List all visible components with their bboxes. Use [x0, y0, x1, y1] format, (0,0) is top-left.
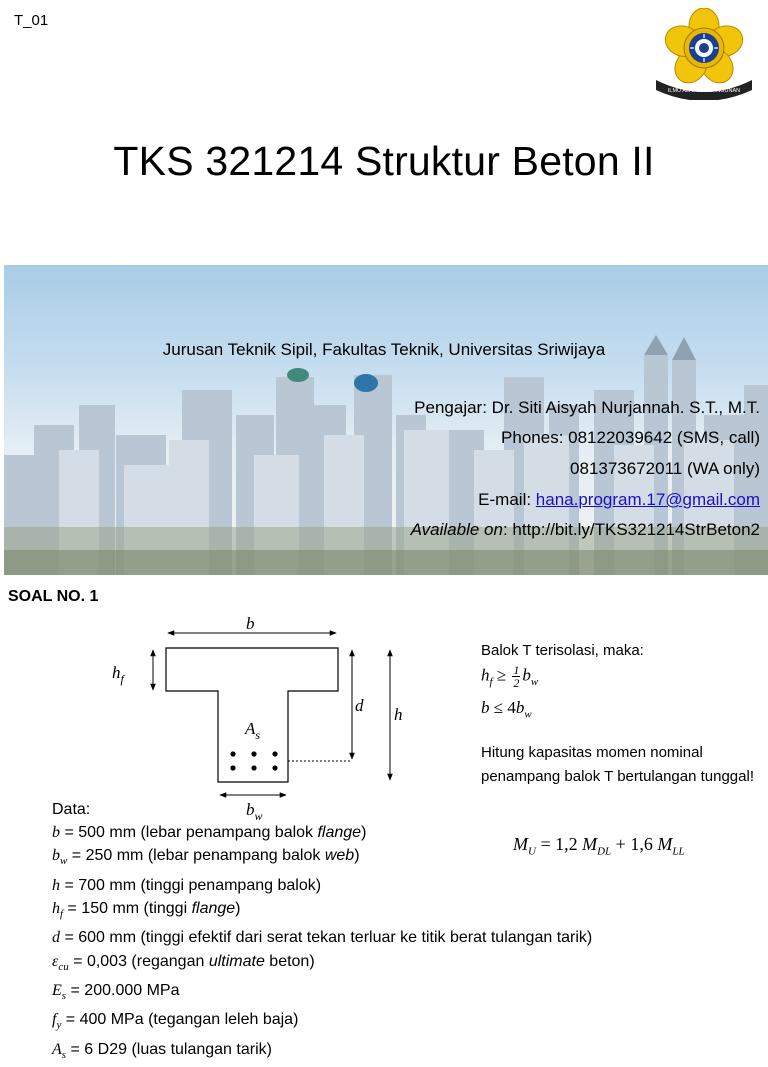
data-heading: Data: [52, 801, 91, 818]
data-description: = 6 D29 (luas tulangan tarik) [66, 1040, 272, 1058]
data-emphasis: flange [191, 900, 236, 917]
data-description: = 400 MPa (tegangan leleh baja) [61, 1011, 299, 1029]
available-url: : http://bit.ly/TKS321214StrBeton2 [502, 520, 760, 539]
email-label: E-mail: [478, 490, 536, 509]
data-description: = 250 mm (lebar penampang balok [67, 847, 325, 865]
department-text: Jurusan Teknik Sipil, Fakultas Teknik, Universitas Sriwijaya [162, 340, 606, 359]
data-symbol-subscript: s [61, 1048, 67, 1061]
formula-b: $b \le 4b_w$ [481, 698, 532, 721]
data-symbol-subscript: w [60, 855, 68, 868]
label-hf: $h_f$ [112, 663, 124, 686]
data-description: = 0,003 (regangan [68, 952, 209, 970]
data-description-tail: ) [354, 847, 360, 865]
data-emphasis: web [324, 847, 355, 865]
data-row [52, 979, 592, 1008]
fraction-half: $\frac{1}{2}$ [513, 663, 520, 690]
data-symbol: f [52, 1011, 57, 1029]
lecturer-info: Pengajar: Dr. Siti Aisyah Nurjannah. S.T., M.T. [414, 398, 760, 417]
data-symbol: b [52, 824, 60, 842]
data-row [52, 926, 592, 949]
email-line [478, 490, 760, 510]
data-description-tail: ) [235, 900, 241, 917]
label-as: $A_s$ [245, 719, 261, 742]
data-symbol: d [52, 929, 60, 947]
data-row [52, 821, 592, 844]
task-text: Hitung kapasitas momen nominal penampang balok T bertulangan tunggal! [481, 744, 754, 785]
email-link[interactable]: hana.program.17@gmail.com [535, 490, 760, 509]
logo-emblem-icon [652, 8, 756, 100]
data-symbol: h [52, 900, 60, 917]
label-bw: $b_w$ [246, 800, 263, 823]
data-row [52, 897, 592, 926]
data-description-tail: ) [361, 824, 367, 842]
data-description: = 200.000 MPa [66, 981, 180, 999]
data-list [52, 798, 592, 1067]
data-description: = 500 mm (lebar penampang balok [60, 824, 318, 842]
problem-title: SOAL NO. 1 [8, 588, 99, 605]
data-row [52, 844, 592, 873]
formula-hf: $h_f$ ≥ $\frac{1}{2}$ $b_w$ [481, 663, 539, 690]
isolated-beam-text: Balok T terisolasi, maka: [481, 642, 644, 659]
data-row [52, 1008, 592, 1037]
data-row [52, 874, 592, 897]
data-description: = 700 mm (tinggi penampang balok) [60, 876, 322, 894]
phone-primary: Phones: 08122039642 (SMS, call) [501, 428, 760, 447]
data-description: = 600 mm (tinggi efektif dari serat tekan terluar ke titik berat tulangan tarik) [60, 929, 593, 947]
data-description-tail: beton) [264, 952, 315, 970]
label-h: h [394, 705, 403, 724]
rebar-dots [230, 751, 277, 770]
data-symbol: A [52, 1040, 62, 1058]
data-symbol-subscript: y [56, 1019, 62, 1032]
data-symbol-subscript: s [61, 990, 67, 1003]
label-b: b [246, 614, 255, 633]
t-beam-diagram [100, 610, 430, 825]
data-row [52, 950, 592, 979]
data-symbol: b [52, 847, 60, 865]
logo-motto: ILMU ALAT PEMBANGUNAN [667, 88, 741, 94]
slide-id: T_01 [14, 12, 49, 29]
ultimate-moment-formula: $M_U = 1,2$ $M_{DL} + 1,6$ $M_{LL}$ [513, 834, 685, 858]
data-symbol: h [52, 876, 60, 894]
phone-secondary: 081373672011 (WA only) [570, 459, 760, 478]
available-line [411, 520, 760, 540]
data-emphasis: flange [317, 824, 362, 842]
available-label: Available on [410, 520, 503, 539]
data-row [52, 1038, 592, 1067]
label-d: d [355, 696, 364, 715]
data-symbol: ε [52, 952, 59, 970]
university-logo [652, 8, 756, 100]
t-beam-section [166, 648, 338, 782]
data-description: = 150 mm (tinggi [63, 900, 192, 917]
data-symbol-subscript: f [60, 908, 64, 921]
data-emphasis: ultimate [208, 952, 265, 970]
data-symbol: E [52, 981, 62, 999]
data-symbol-subscript: cu [58, 960, 69, 973]
page-title: TKS 321214 Struktur Beton II [113, 138, 655, 184]
